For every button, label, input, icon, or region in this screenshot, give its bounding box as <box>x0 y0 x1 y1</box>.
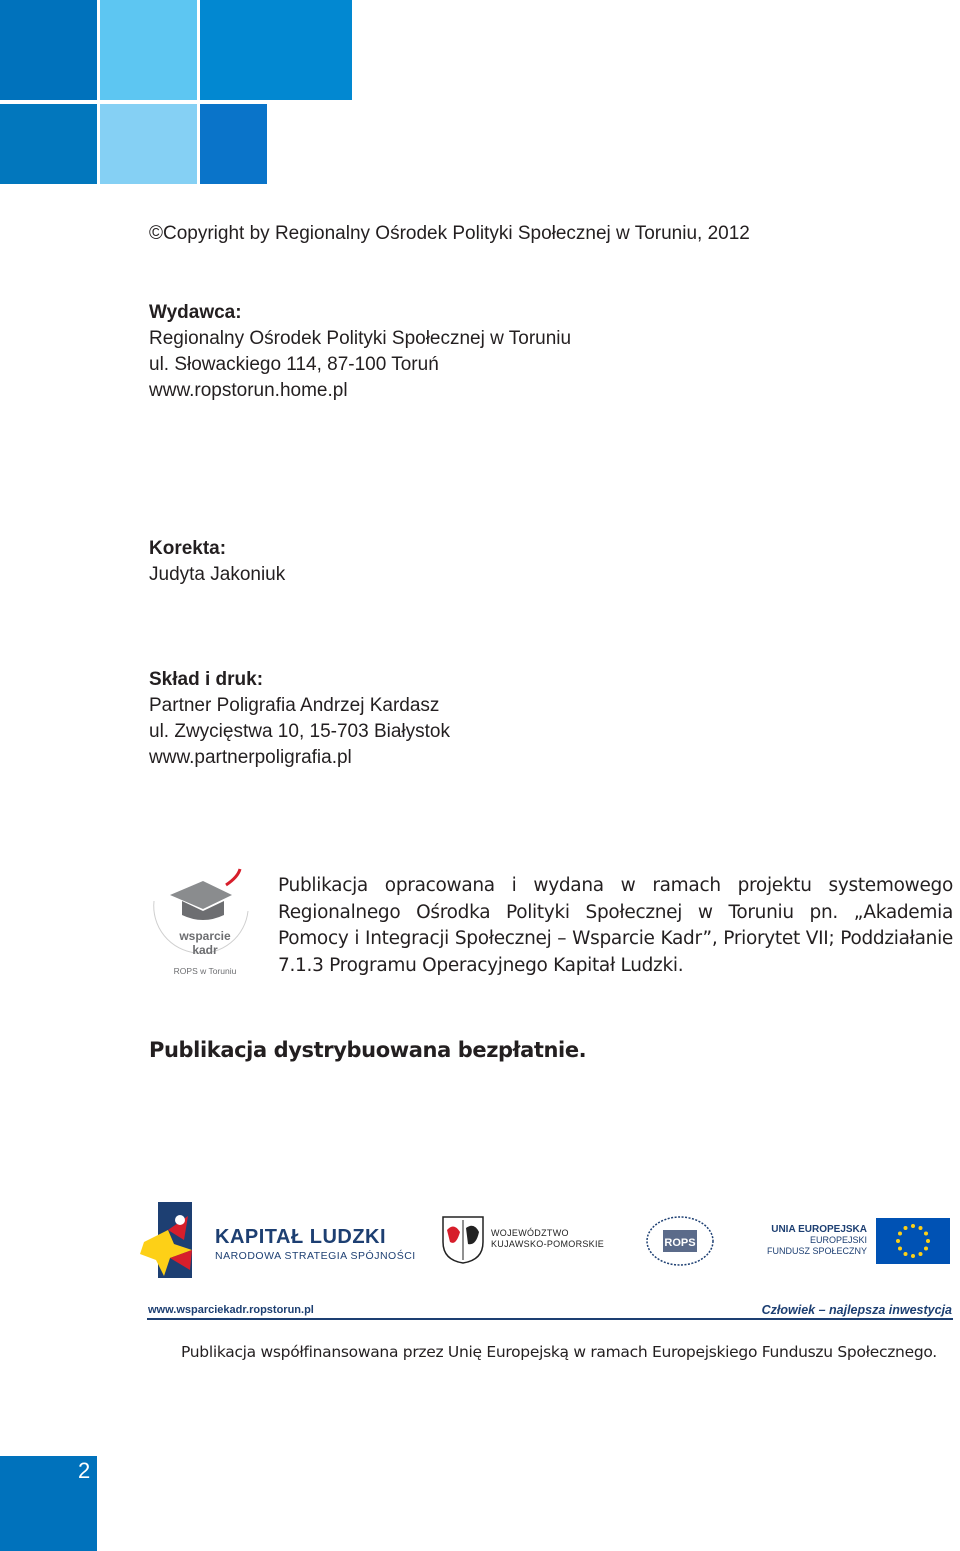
correction-name: Judyta Jakoniuk <box>149 564 286 585</box>
publisher-heading: Wydawca: <box>149 302 242 323</box>
kapital-ludzki-logo <box>140 1200 210 1280</box>
print-heading: Skład i druk: <box>149 669 264 690</box>
cofinancing-note: Publikacja współfinansowana przez Unię Europejską w ramach Europejskiego Funduszu Społecznego. <box>181 1343 937 1361</box>
logo-rops: ROPS w Toruniu <box>173 966 237 976</box>
kapital-subtitle: NARODOWA STRATEGIA SPÓJNOŚCI <box>215 1250 416 1262</box>
distribution-note: Publikacja dystrybuowana bezpłatnie. <box>149 1038 587 1062</box>
woj-line2: KUJAWSKO-POMORSKIE <box>491 1239 605 1249</box>
decor-square <box>100 104 197 184</box>
print-address: ul. Zwycięstwa 10, 15-703 Białystok <box>149 721 450 742</box>
footer-url[interactable]: www.wsparciekadr.ropstorun.pl <box>148 1304 314 1316</box>
kapital-title: KAPITAŁ LUDZKI <box>215 1226 387 1248</box>
ue-line2: EUROPEJSKI <box>809 1235 867 1245</box>
voivodeship-text <box>491 1228 604 1250</box>
print-block <box>149 667 450 771</box>
decor-square <box>0 104 97 184</box>
ue-line3: FUNDUSZ SPOŁECZNY <box>766 1246 867 1256</box>
eu-text <box>763 1224 867 1257</box>
publisher-name: Regionalny Ośrodek Polityki Społecznej w Toruniu <box>149 328 572 349</box>
decor-square <box>200 0 352 100</box>
decor-square <box>100 0 197 100</box>
ue-line1: UNIA EUROPEJSKA <box>771 1224 867 1235</box>
copyright-line: ©Copyright by Regionalny Ośrodek Polityki Społecznej w Toruniu, 2012 <box>149 223 750 244</box>
correction-heading: Korekta: <box>149 538 227 559</box>
logo-wsparcie: wsparcie <box>179 929 231 943</box>
wsparcie-kadr-logo <box>140 867 255 982</box>
print-company: Partner Poligrafia Andrzej Kardasz <box>149 695 440 716</box>
page-number: 2 <box>78 1458 91 1483</box>
woj-line1: WOJEWÓDZTWO <box>491 1228 569 1238</box>
publisher-url[interactable]: www.ropstorun.home.pl <box>149 380 348 401</box>
footer-motto: Człowiek – najlepsza inwestycja <box>761 1303 952 1317</box>
publisher-address: ul. Słowackiego 114, 87-100 Toruń <box>149 354 439 375</box>
rops-logo <box>645 1215 715 1267</box>
voivodeship-coat-of-arms <box>442 1216 484 1264</box>
rops-letters: ROPS <box>664 1237 696 1249</box>
decor-square <box>0 0 97 100</box>
publisher-block <box>149 300 571 404</box>
publication-note: Publikacja opracowana i wydana w ramach projektu systemowego Regionalnego Ośrodka Polityki Społecznej w Toruniu pn. „Akademia Pomocy i Integracji Społecznej – Wsparcie Kadr”, Priorytet VII; Poddziałanie 7.1.3 Programu Operacyjnego Kapitał Ludzki. <box>278 875 953 976</box>
logo-kadr: kadr <box>192 943 218 957</box>
correction-block <box>149 536 285 588</box>
decor-square <box>200 104 267 184</box>
footer-divider <box>147 1318 953 1320</box>
print-url[interactable]: www.partnerpoligrafia.pl <box>149 747 352 768</box>
eu-flag-icon <box>876 1218 950 1264</box>
